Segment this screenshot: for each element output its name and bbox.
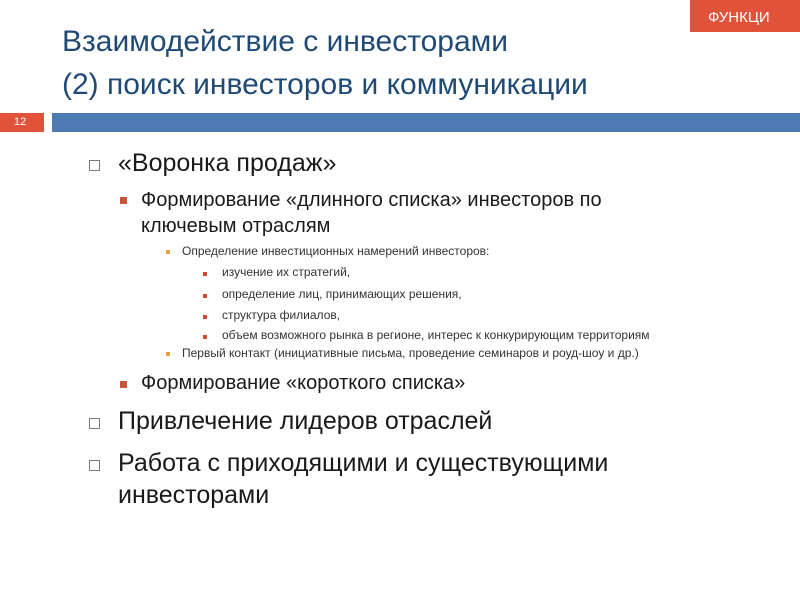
title-divider-bar <box>52 113 800 132</box>
slide-number-badge <box>0 113 44 132</box>
dot-bullet-icon <box>203 335 207 339</box>
outline-item-industry-leaders: Привлечение лидеров отраслей <box>118 407 493 435</box>
outline-item-long-list-line-2: ключевым отраслям <box>141 215 331 237</box>
square-bullet-icon <box>120 381 127 388</box>
outline-point-branches: структура филиалов, <box>222 308 341 322</box>
dot-bullet-icon <box>203 272 207 276</box>
outline-point-decision-makers: определение лиц, принимающих решения, <box>222 287 462 301</box>
outline-item-existing-investors-line-2: инвесторами <box>118 481 270 509</box>
outline-item-first-contact: Первый контакт (инициативные письма, проведение семинаров и роуд-шоу и др.) <box>182 346 639 360</box>
slide-number: 12 <box>14 116 27 128</box>
small-square-bullet-icon <box>166 250 170 254</box>
slide-title <box>62 20 762 106</box>
outline-item-short-list: Формирование «короткого списка» <box>141 372 466 394</box>
section-badge-label: ФУНКЦИ <box>708 9 770 26</box>
outline-item-sales-funnel: «Воронка продаж» <box>118 149 337 177</box>
outline-item-intentions: Определение инвестиционных намерений инвесторов: <box>182 244 490 258</box>
dot-bullet-icon <box>203 294 207 298</box>
dot-bullet-icon <box>203 315 207 319</box>
small-square-bullet-icon <box>166 352 170 356</box>
slide-title-line-2: (2) поиск инвесторов и коммуникации <box>62 68 588 101</box>
outline-item-existing-investors-line-1: Работа с приходящими и существующими <box>118 449 609 477</box>
outline-item-long-list-line-1: Формирование «длинного списка» инвесторов по <box>141 189 602 211</box>
square-bullet-icon <box>120 197 127 204</box>
checkbox-bullet-icon <box>89 160 100 171</box>
outline-point-strategies: изучение их стратегий, <box>222 265 351 279</box>
outline-point-market-volume: объем возможного рынка в регионе, интерес к конкурирующим территориям <box>222 328 650 342</box>
slide-title-line-1: Взаимодействие с инвесторами <box>62 25 509 58</box>
checkbox-bullet-icon <box>89 418 100 429</box>
checkbox-bullet-icon <box>89 460 100 471</box>
